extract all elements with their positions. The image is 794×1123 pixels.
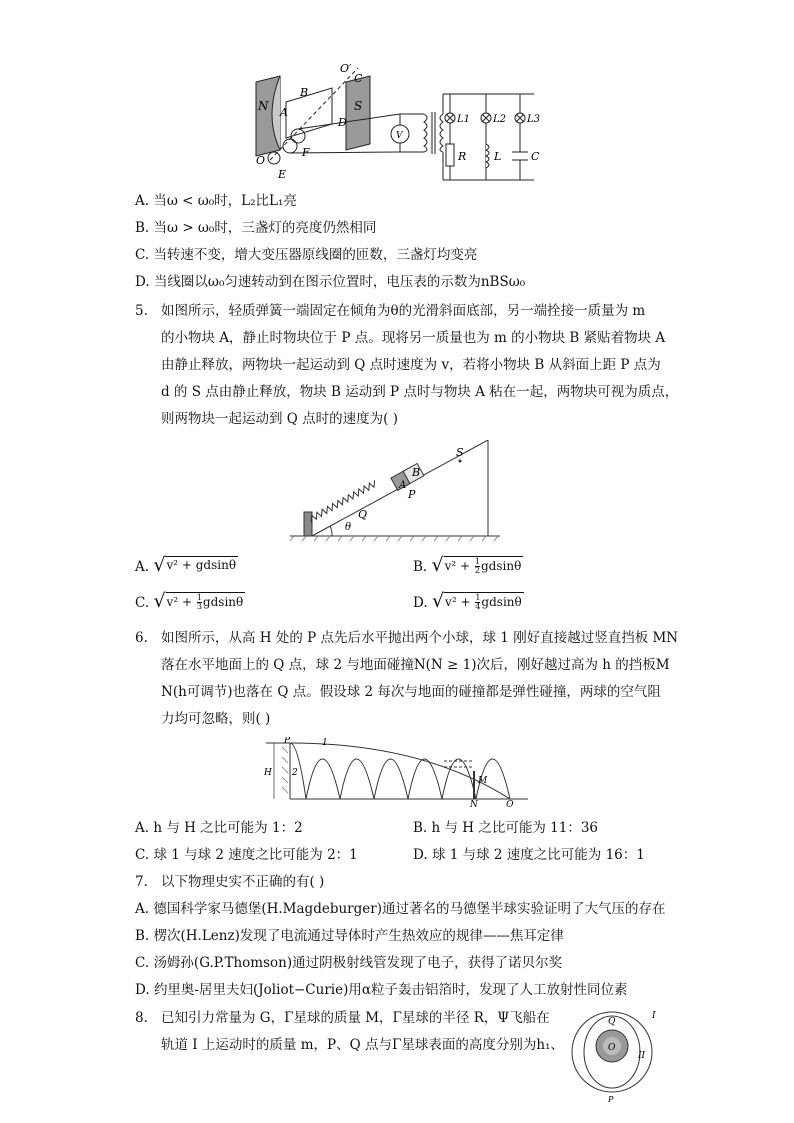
- q4-option-a[interactable]: [135, 189, 297, 209]
- question-number: 8.: [135, 1010, 148, 1026]
- option-letter: B.: [413, 559, 428, 575]
- fig4-label: O′: [340, 62, 352, 75]
- orbit-figure: [570, 998, 660, 1120]
- option-text: 当ω < ω₀时，L₂比L₁亮: [153, 193, 297, 209]
- q8-stem-line: 轨道 I 上运动时的质量 m，P、Q 点与Γ星球表面的高度分别为h₁、: [161, 1037, 564, 1053]
- q7-stem: 7. 以下物理史实不正确的有( ): [135, 874, 325, 890]
- fig4-label: N: [258, 99, 269, 113]
- sqrt-expression: √ v² + $\frac{1}{3}$ gdsinθ: [153, 590, 244, 612]
- fig5-label: B: [412, 466, 421, 479]
- fig4-label: L2: [493, 114, 507, 125]
- q4-option-c[interactable]: [135, 243, 477, 263]
- fig4-label: R: [458, 150, 467, 163]
- sqrt-expression: √ v² + $\frac{1}{2}$ gdsinθ: [431, 554, 522, 576]
- fig8-label: P: [608, 1095, 614, 1104]
- q5-stem-line: 则两物块一起运动到 Q 点时的速度为( ): [161, 411, 398, 427]
- fig6-label: 2: [292, 768, 298, 778]
- fig4-label: E: [278, 168, 287, 181]
- fig5-label: S: [456, 446, 464, 459]
- option-letter: D.: [135, 982, 150, 998]
- fig4-label: L3: [527, 114, 541, 125]
- option-letter: D.: [413, 595, 428, 611]
- option-letter: B.: [135, 220, 150, 236]
- incline-spring-figure: [290, 440, 500, 545]
- option-text: 德国科学家马德堡(H.Magdeburger)通过著名的马德堡半球实验证明了大气压的存在: [153, 901, 666, 917]
- fig4-label: A: [280, 106, 288, 119]
- fig8-label: I: [652, 1011, 656, 1021]
- q6-option-d[interactable]: [413, 843, 645, 863]
- q5-option-d[interactable]: [413, 592, 524, 611]
- question-number: 7.: [135, 874, 148, 890]
- fig8-label: Q: [608, 1017, 616, 1027]
- option-letter: C.: [135, 595, 150, 611]
- option-letter: C.: [135, 247, 150, 263]
- q6-stem-line: 落在水平地面上的 Q 点，球 2 与地面碰撞N(N ≥ 1)次后，刚好越过高为 h 的挡板M: [161, 657, 670, 673]
- q6-stem-line: N(h可调节)也落在 Q 点。假设球 2 每次与地面的碰撞都是弹性碰撞，两球的空气阻: [161, 684, 661, 700]
- option-letter: C.: [135, 847, 150, 863]
- question-number: 6.: [135, 630, 148, 646]
- q5-option-b[interactable]: [413, 556, 523, 575]
- q4-option-d[interactable]: [135, 270, 525, 290]
- option-text: 当转速不变，增大变压器原线圈的匝数，三盏灯均变亮: [153, 247, 478, 263]
- option-text: 约里奥-居里夫妇(Joliot−Curie)用α粒子轰击铝箔时，发现了人工放射性同位素: [153, 982, 628, 998]
- fig8-label: II: [638, 1051, 646, 1061]
- option-text: 当ω > ω₀时，三盏灯的亮度仍然相同: [153, 220, 377, 236]
- fig5-label: θ: [345, 522, 352, 533]
- fig4-label: L: [494, 150, 502, 163]
- q6-option-b[interactable]: [413, 816, 598, 836]
- fig4-label: D: [338, 116, 347, 129]
- fig6-label: P: [284, 737, 291, 746]
- sqrt-expression: √ v² + gdsinθ: [153, 554, 237, 576]
- option-letter: B.: [413, 820, 428, 836]
- q5-option-c[interactable]: [135, 592, 245, 611]
- option-letter: D.: [135, 274, 150, 290]
- projectile-figure: [262, 737, 532, 807]
- generator-circuit-figure: [250, 60, 550, 188]
- fig6-label: Q: [506, 800, 514, 807]
- q4-option-b[interactable]: [135, 216, 376, 236]
- q7-option-a[interactable]: [135, 897, 665, 917]
- option-letter: A.: [135, 820, 150, 836]
- fig4-label: O: [256, 154, 266, 167]
- fig4-label: C: [531, 150, 540, 163]
- option-text: h 与 H 之比可能为 1：2: [153, 820, 303, 836]
- q5-stem-line: 由静止释放，两物块一起运动到 Q 点时速度为 v，若将小物块 B 从斜面上距 P 点为: [161, 357, 661, 373]
- option-text: 汤姆孙(G.P.Thomson)通过阴极射线管发现了电子，获得了诺贝尔奖: [153, 955, 563, 971]
- fig6-label: N: [470, 800, 478, 807]
- fig4-label: C: [354, 72, 363, 85]
- option-letter: A.: [135, 559, 150, 575]
- option-letter: B.: [135, 928, 150, 944]
- q5-option-a[interactable]: [135, 556, 238, 575]
- q6-option-a[interactable]: [135, 816, 303, 836]
- q7-option-d[interactable]: [135, 978, 627, 998]
- q6-stem-line: 6. 如图所示，从高 H 处的 P 点先后水平抛出两个小球，球 1 刚好直接越过竖直挡板 MN: [135, 630, 679, 646]
- fig4-label: B: [300, 86, 309, 99]
- q5-stem-line: d 的 S 点由静止释放，物块 B 运动到 P 点时与物块 A 粘在一起，两物块可视为质点，: [161, 384, 679, 400]
- q8-stem-line: 8. 已知引力常量为 G，Γ星球的质量 M，Γ星球的半径 R，Ψ飞船在: [135, 1010, 550, 1026]
- option-text: 球 1 与球 2 速度之比可能为 2：1: [153, 847, 358, 863]
- fig4-label: S: [354, 99, 363, 113]
- option-letter: C.: [135, 955, 150, 971]
- option-text: 球 1 与球 2 速度之比可能为 16：1: [431, 847, 645, 863]
- q7-option-c[interactable]: [135, 951, 562, 971]
- option-letter: A.: [135, 193, 150, 209]
- sqrt-expression: √ v² + $\frac{1}{4}$ gdsinθ: [431, 590, 522, 612]
- fig4-label: L1: [457, 114, 471, 125]
- fig5-label: P: [408, 488, 416, 501]
- fig5-label: A: [399, 480, 407, 491]
- q5-stem-line: 5. 如图所示，轻质弹簧一端固定在倾角为θ的光滑斜面底部，另一端拴接一质量为 m: [135, 303, 646, 319]
- option-text: 楞次(H.Lenz)发现了电流通过导体时产生热效应的规律——焦耳定律: [153, 928, 564, 944]
- fig6-label: 1: [322, 738, 328, 748]
- fig5-label: Q: [358, 508, 368, 521]
- fig6-label: M: [478, 776, 488, 786]
- fig4-label: F: [302, 146, 310, 159]
- fig8-label: O: [608, 1043, 616, 1053]
- q6-option-c[interactable]: [135, 843, 358, 863]
- question-number: 5.: [135, 303, 148, 319]
- option-text: 当线圈以ω₀匀速转动到在图示位置时，电压表的示数为nBSω₀: [153, 274, 526, 290]
- q7-option-b[interactable]: [135, 924, 564, 944]
- option-letter: D.: [413, 847, 428, 863]
- option-letter: A.: [135, 901, 150, 917]
- fig6-label: H: [264, 768, 272, 778]
- fig4-label: V: [396, 131, 403, 141]
- q6-stem-line: 力均可忽略，则( ): [161, 711, 271, 727]
- q5-stem-line: 的小物块 A，静止时物块位于 P 点。现将另一质量也为 m 的小物块 B 紧贴着物块 A: [161, 330, 666, 346]
- option-text: h 与 H 之比可能为 11：36: [431, 820, 599, 836]
